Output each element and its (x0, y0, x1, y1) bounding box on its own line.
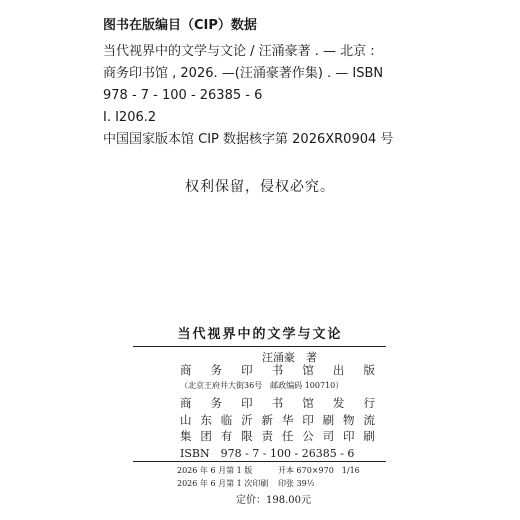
colophon-char: 刷 (322, 413, 335, 427)
format-info: 开本 670×970 1/16 (278, 466, 360, 475)
colophon-char: 务 (210, 396, 223, 410)
cip-line: 当代视界中的文学与文论 / 汪涌豪著 . — 北京 : (103, 44, 375, 59)
colophon-char: 有 (220, 429, 233, 443)
colophon-char: 印 (302, 413, 314, 427)
colophon-char: 沂 (241, 413, 253, 427)
cip-record (103, 41, 433, 151)
colophon-char: 发 (332, 396, 345, 410)
colophon-char: 印 (343, 429, 355, 443)
colophon-char: 商 (180, 396, 192, 410)
cip-line: 中国国家版本馆 CIP 数据核字第 2026XR0904 号 (103, 132, 394, 147)
colophon-author: 汪涌豪 著 (262, 351, 317, 364)
distributor-row (180, 395, 375, 411)
cip-line: Ⅰ. I206.2 (103, 110, 157, 125)
colophon-char: 流 (363, 413, 375, 427)
colophon-char: 限 (241, 429, 253, 443)
printer-row-2 (180, 428, 375, 444)
colophon-char: 书 (271, 363, 284, 377)
colophon-char: 公 (302, 429, 314, 443)
colophon-char: 出 (332, 363, 345, 377)
colophon-char: 书 (271, 396, 284, 410)
colophon-char: 印 (241, 396, 253, 410)
colophon-top-rule (133, 346, 386, 347)
cip-heading: 图书在版编目（CIP）数据 (103, 18, 257, 33)
publisher-address: （北京王府井大街36号 邮政编码 100710） (180, 381, 344, 390)
publisher-row (180, 362, 375, 378)
colophon-char: 馆 (302, 396, 314, 410)
cip-line: 商务印书馆 , 2026. —(汪涌豪著作集) . — ISBN (103, 66, 384, 81)
colophon-char: 团 (200, 429, 212, 443)
edition-info: 2026 年 6 月第 1 版 (177, 466, 253, 475)
colophon-char: 版 (363, 363, 375, 377)
price: 定价：198.00元 (236, 495, 311, 506)
rights-notice: 权利保留，侵权必究。 (185, 179, 335, 195)
sheets-info: 印张 39½ (278, 479, 315, 488)
colophon-char: 务 (210, 363, 223, 377)
colophon-bottom-rule (133, 461, 386, 462)
colophon-char: 馆 (302, 363, 314, 377)
colophon-char: 商 (180, 363, 192, 377)
colophon-isbn: ISBN 978 - 7 - 100 - 26385 - 6 (180, 447, 355, 460)
printer-row-1 (180, 412, 375, 428)
colophon-book-title: 当代视界中的文学与文论 (177, 327, 343, 342)
colophon-char: 东 (200, 413, 212, 427)
colophon-char: 华 (281, 413, 294, 427)
colophon-char: 责 (261, 429, 273, 443)
colophon-char: 物 (343, 413, 355, 427)
colophon-char: 任 (281, 429, 294, 443)
colophon-char: 行 (363, 396, 375, 410)
colophon-char: 刷 (363, 429, 375, 443)
colophon-char: 新 (261, 413, 273, 427)
colophon-char: 集 (180, 429, 192, 443)
cip-line: 978 - 7 - 100 - 26385 - 6 (103, 88, 263, 103)
colophon-char: 司 (322, 429, 335, 443)
printing-info: 2026 年 6 月第 1 次印刷 (177, 479, 269, 488)
colophon-char: 山 (180, 413, 192, 427)
colophon-char: 印 (241, 363, 253, 377)
colophon-char: 临 (220, 413, 233, 427)
